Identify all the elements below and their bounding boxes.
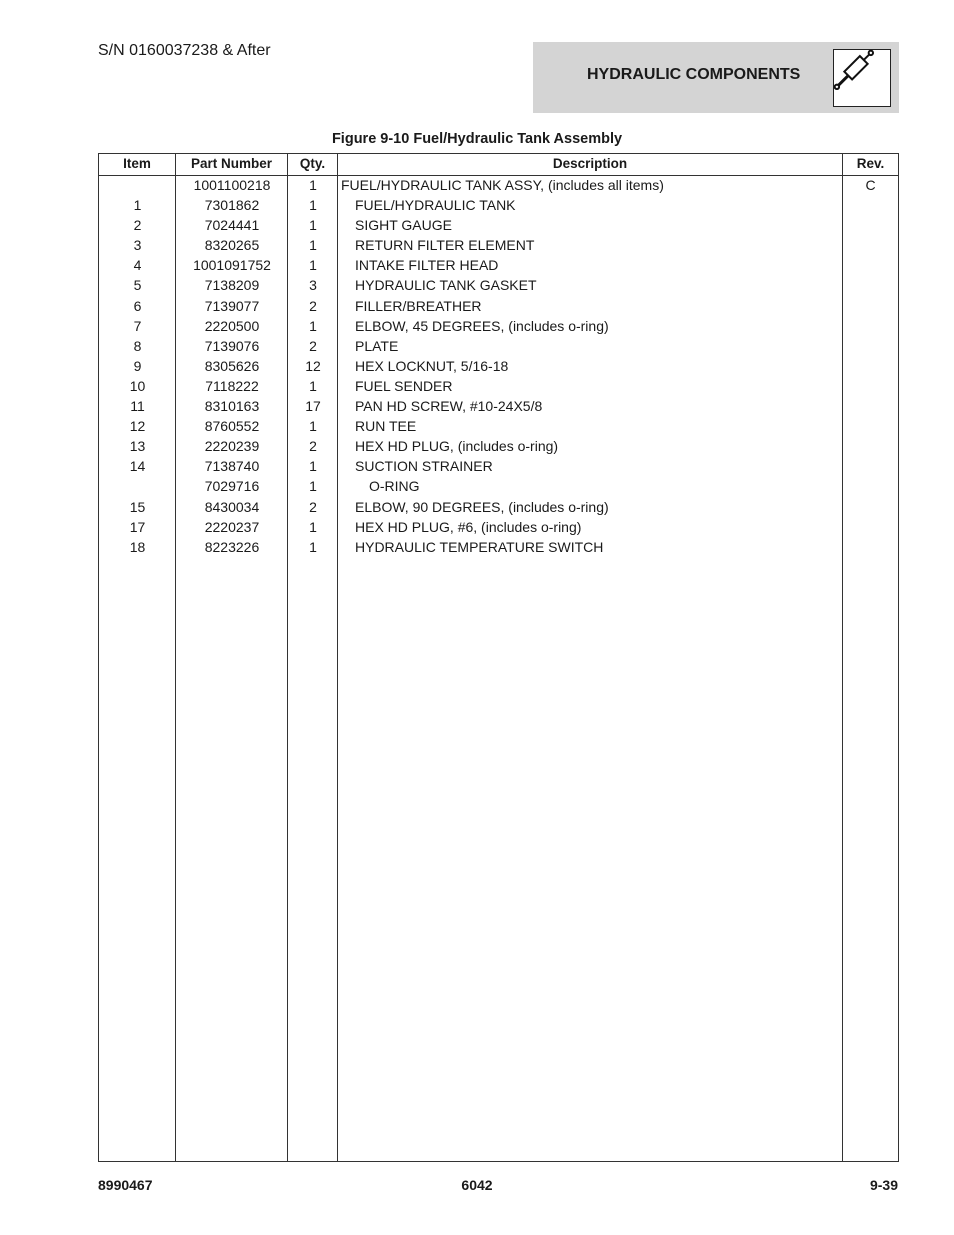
description-cell: FUEL/HYDRAULIC TANK ASSY, (includes all items) — [341, 177, 664, 193]
table-row — [99, 236, 898, 256]
description-cell: FUEL SENDER — [355, 377, 453, 394]
item-cell: 13 — [129, 438, 146, 455]
table-row — [99, 176, 898, 196]
part-number-cell: 8430034 — [204, 498, 260, 515]
part-number-cell: 8310163 — [204, 398, 260, 415]
item-cell: 6 — [133, 297, 142, 314]
column-header-item: Item — [123, 156, 151, 171]
description-cell: SIGHT GAUGE — [355, 217, 452, 234]
qty-cell: 12 — [305, 357, 321, 374]
part-number-cell: 7301862 — [204, 197, 260, 214]
item-cell: 2 — [133, 217, 142, 234]
qty-cell: 1 — [309, 538, 317, 555]
description-cell: PLATE — [355, 337, 399, 354]
item-cell: 12 — [129, 418, 146, 435]
description-cell: FUEL/HYDRAULIC TANK — [355, 197, 516, 214]
table-row — [99, 317, 898, 337]
part-number-cell: 7118222 — [205, 377, 259, 394]
footer-model: 6042 — [461, 1177, 493, 1193]
table-row — [99, 297, 898, 317]
description-cell: HEX HD PLUG, #6, (includes o-ring) — [355, 518, 582, 535]
item-cell: 5 — [133, 277, 142, 294]
part-number-cell: 7138740 — [204, 458, 260, 475]
item-cell: 15 — [129, 498, 146, 515]
column-header-rev: Rev. — [856, 156, 885, 171]
item-cell: 10 — [129, 377, 146, 394]
description-cell: HYDRAULIC TEMPERATURE SWITCH — [355, 538, 604, 555]
item-cell: 8 — [133, 337, 142, 354]
part-number-cell: 2220237 — [204, 518, 260, 535]
qty-cell: 1 — [309, 197, 317, 214]
description-cell: HYDRAULIC TANK GASKET — [355, 277, 537, 294]
part-number-cell: 8320265 — [204, 237, 260, 254]
item-cell: 9 — [133, 357, 142, 374]
table-row — [99, 498, 898, 518]
hydraulic-cylinder-icon — [833, 49, 891, 107]
column-header-qty: Qty. — [299, 156, 326, 171]
description-cell: HEX LOCKNUT, 5/16-18 — [355, 357, 509, 374]
description-cell: HEX HD PLUG, (includes o-ring) — [355, 438, 559, 455]
serial-number: S/N 0160037238 & After — [98, 42, 271, 59]
qty-cell: 1 — [309, 257, 317, 274]
part-number-cell: 8223226 — [204, 538, 260, 555]
table-row — [99, 417, 898, 437]
table-row — [99, 377, 898, 397]
table-row — [99, 337, 898, 357]
qty-cell: 1 — [309, 217, 317, 234]
parts-table — [98, 153, 899, 1162]
table-row — [99, 518, 898, 538]
section-header — [533, 42, 899, 113]
table-body — [99, 176, 898, 558]
item-cell: 17 — [129, 518, 146, 535]
part-number-cell: 1001100218 — [193, 177, 271, 193]
description-cell: INTAKE FILTER HEAD — [355, 257, 499, 274]
description-cell: RUN TEE — [355, 418, 417, 435]
table-row — [99, 256, 898, 276]
qty-cell: 1 — [309, 518, 317, 535]
table-row — [99, 357, 898, 377]
qty-cell: 1 — [309, 418, 317, 435]
qty-cell: 1 — [309, 458, 317, 475]
qty-cell: 3 — [309, 277, 317, 294]
part-number-cell: 1001091752 — [193, 257, 271, 274]
section-title: HYDRAULIC COMPONENTS — [587, 66, 801, 83]
table-row — [99, 457, 898, 477]
rev-cell: C — [865, 177, 876, 193]
part-number-cell: 7029716 — [204, 478, 260, 495]
part-number-cell: 7024441 — [204, 217, 260, 234]
description-cell: PAN HD SCREW, #10-24X5/8 — [355, 398, 543, 415]
qty-cell: 2 — [309, 438, 317, 455]
qty-cell: 1 — [309, 478, 317, 495]
table-row — [99, 538, 898, 558]
table-row — [99, 397, 898, 417]
item-cell: 14 — [129, 458, 146, 475]
column-header-part-number: Part Number — [190, 156, 273, 171]
qty-cell: 1 — [309, 177, 317, 193]
item-cell: 11 — [130, 398, 145, 415]
item-cell: 4 — [133, 257, 142, 274]
table-row — [99, 437, 898, 457]
part-number-cell: 7139077 — [204, 297, 260, 314]
description-cell: ELBOW, 90 DEGREES, (includes o-ring) — [355, 498, 609, 515]
qty-cell: 2 — [309, 337, 317, 354]
qty-cell: 2 — [309, 498, 317, 515]
figure-title: Figure 9-10 Fuel/Hydraulic Tank Assembly — [331, 131, 623, 147]
table-row — [99, 477, 898, 497]
description-cell: RETURN FILTER ELEMENT — [355, 237, 535, 254]
table-row — [99, 196, 898, 216]
item-cell: 1 — [133, 197, 142, 214]
description-cell: O-RING — [369, 478, 420, 495]
part-number-cell: 2220239 — [204, 438, 260, 455]
column-header-description: Description — [552, 156, 628, 171]
qty-cell: 17 — [305, 398, 321, 415]
table-row — [99, 276, 898, 296]
item-cell: 7 — [133, 317, 142, 334]
part-number-cell: 8760552 — [204, 418, 260, 435]
footer-page-number: 9-39 — [869, 1177, 898, 1193]
footer-doc-number: 8990467 — [98, 1177, 153, 1193]
part-number-cell: 7138209 — [204, 277, 260, 294]
qty-cell: 1 — [309, 377, 317, 394]
item-cell: 3 — [133, 237, 142, 254]
part-number-cell: 8305626 — [204, 357, 260, 374]
qty-cell: 2 — [309, 297, 317, 314]
description-cell: SUCTION STRAINER — [355, 458, 493, 475]
part-number-cell: 2220500 — [204, 317, 260, 334]
description-cell: FILLER/BREATHER — [355, 297, 482, 314]
qty-cell: 1 — [309, 317, 317, 334]
item-cell: 18 — [129, 538, 146, 555]
qty-cell: 1 — [309, 237, 317, 254]
description-cell: ELBOW, 45 DEGREES, (includes o-ring) — [355, 317, 609, 334]
table-row — [99, 216, 898, 236]
part-number-cell: 7139076 — [204, 337, 260, 354]
